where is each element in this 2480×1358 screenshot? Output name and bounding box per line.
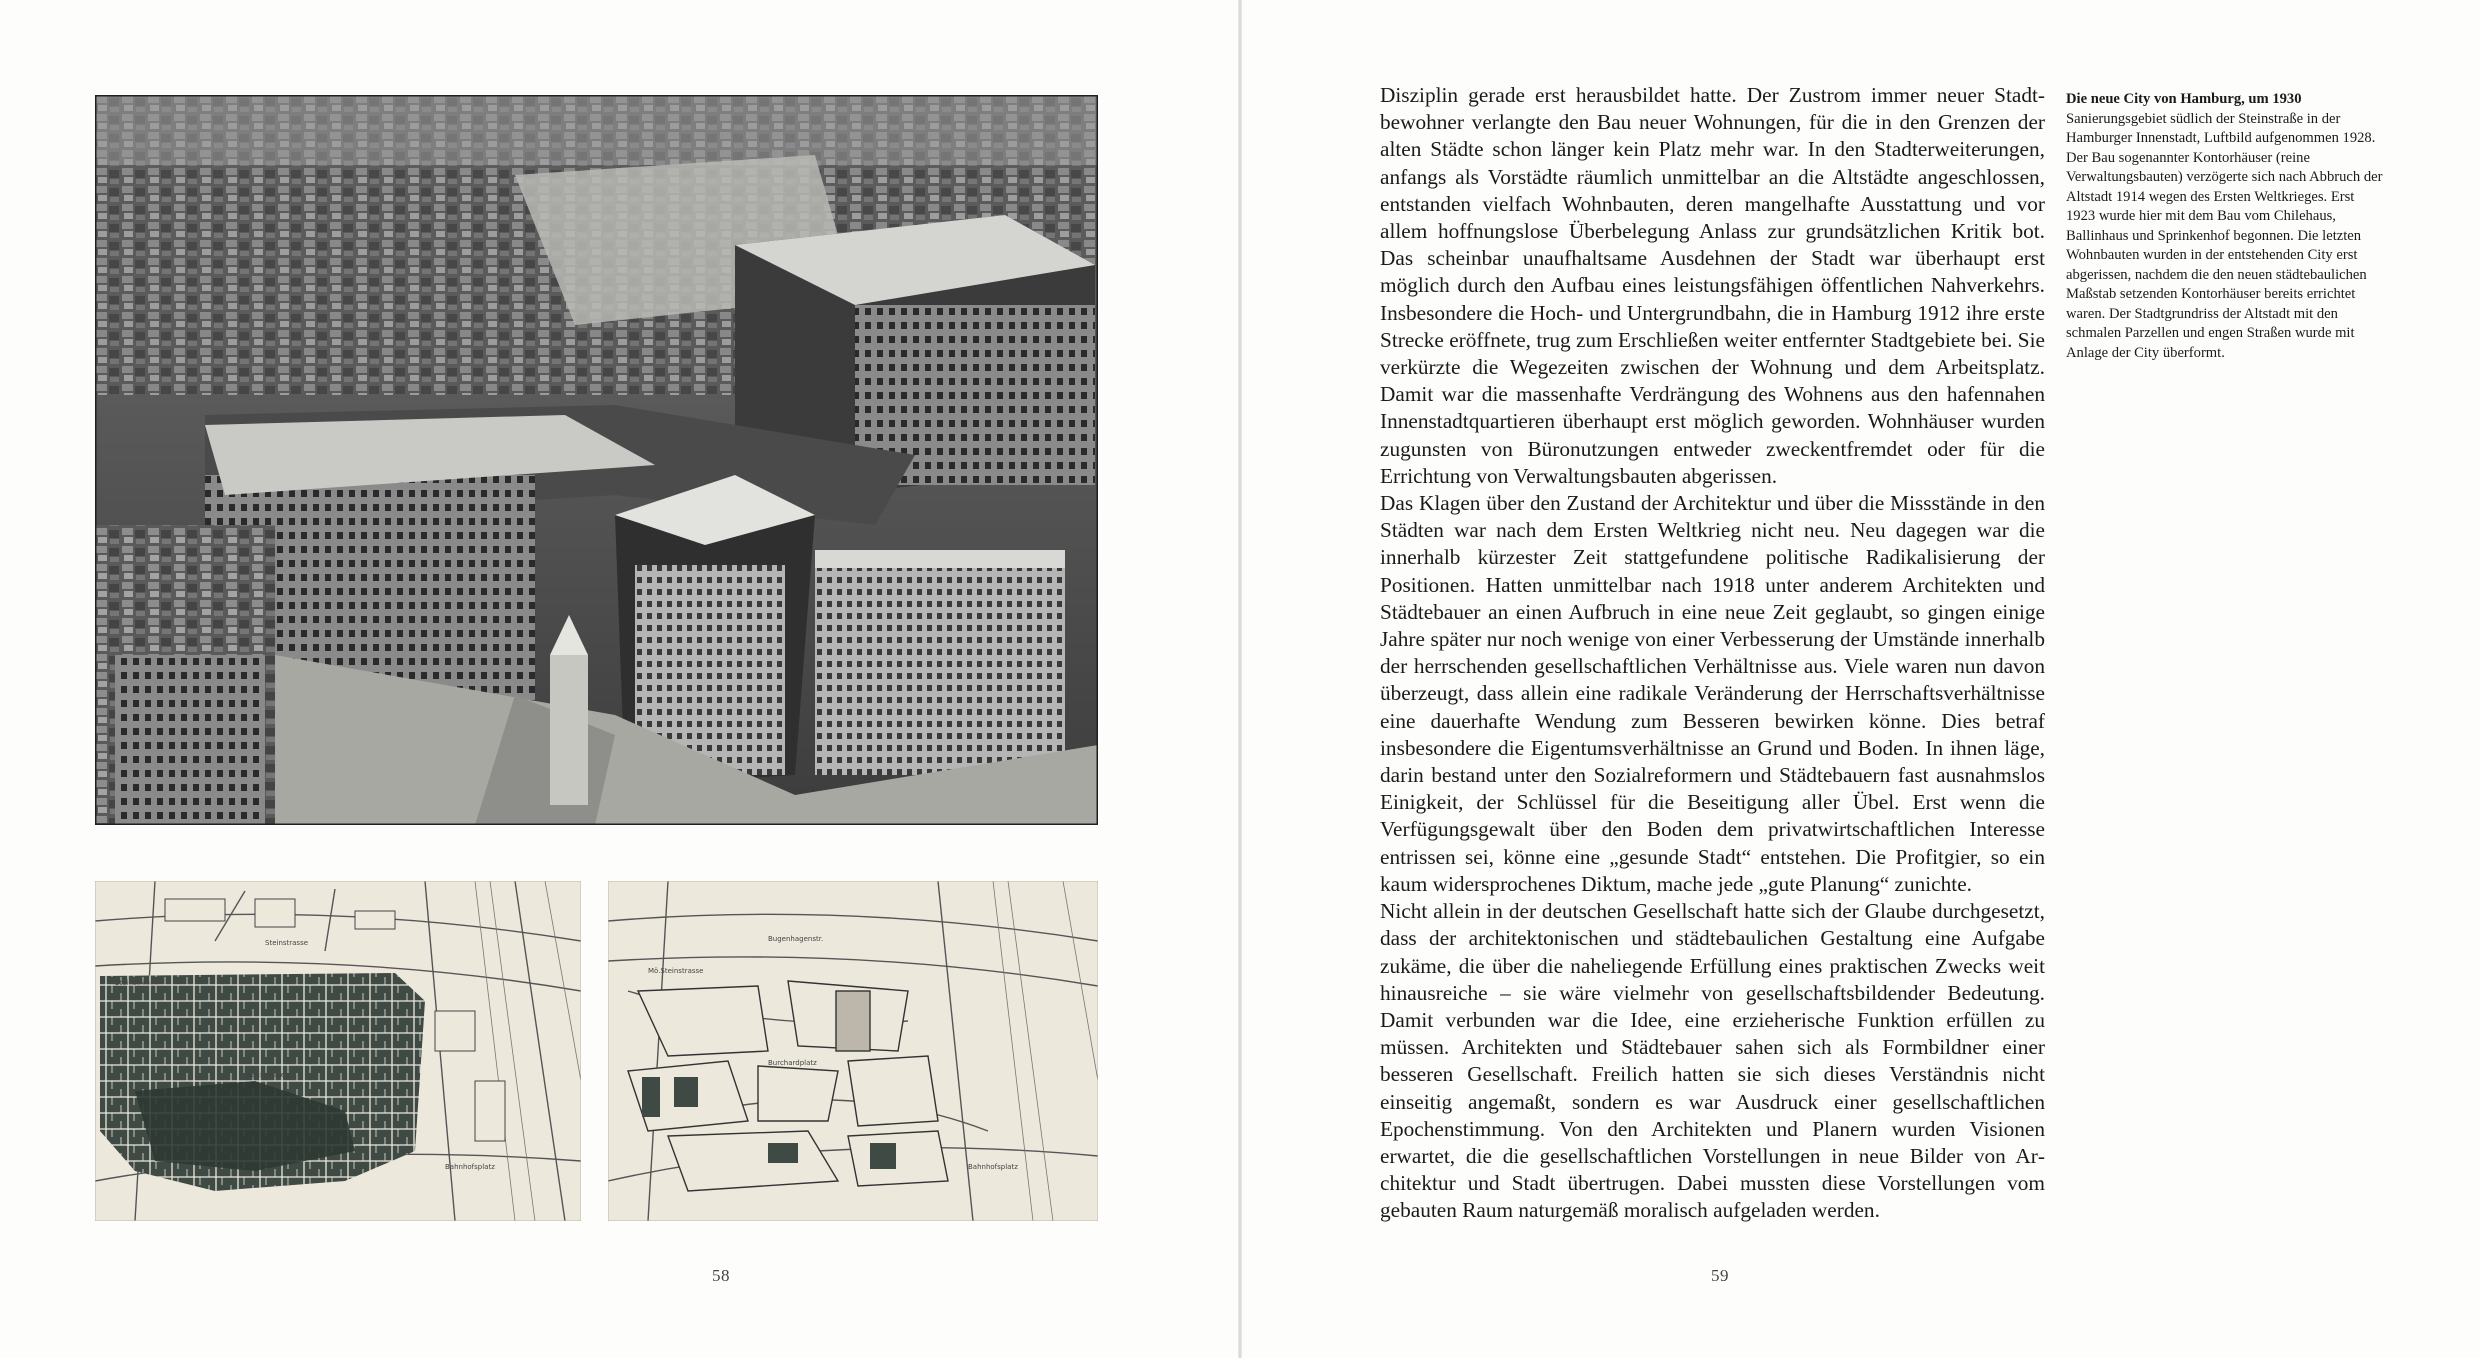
paragraph: Disziplin gerade erst herausbildet hatte. Der Zustrom immer neuer Stadtbewohner verlangte den Bau neuer Wohnungen, für die in den Grenzen der alten Städte schon länger kein Platz mehr war. In den Stadterweiterungen, anfangs als Vorstädte räumlich unmittelbar an die Altstädte angeschlossen, entstanden vielfach Wohnbauten, deren mangelhafte Ausstattung und vor allem hoffnungslose Überbelegung Anlass zur grundsätzlichen Kritik bot. Das scheinbar unaufhaltsame Ausdehnen der Stadt war überhaupt erst möglich durch den Aufbau eines leistungsfähigen öffentlichen Nahverkehrs. Insbesondere die Hoch- und Untergrundbahn, die in Hamburg 1912 ihre erste Strecke eröffnete, trug zum Erschließen weiter entfernter Stadtgebiete bei. Sie verkürzte die Wegezeiten zwischen der Wohnung und dem Arbeitsplatz. Damit war die massenhafte Verdrängung des Wohnens aus den hafennahen Innenstadtquartieren überhaupt erst möglich geworden. Wohnhäuser wurden zugunsten von Büronutzungen entweder zweckentfremdet oder für die Errichtung von Verwaltungsbauten abgerissen. [1380, 83, 2045, 488]
paragraph: Nicht allein in der deutschen Gesellschaft hatte sich der Glaube durchgesetzt, dass der architektonischen und städtebaulichen Gestaltung eine Aufgabe zukäme, die über die naheliegende Erfüllung eines praktischen Zwecks weit hinausreiche – sie wäre vielmehr von gesellschaftsbildender Bedeutung. Damit verbunden war die Idee, eine erzieherische Funktion erfüllen zu müssen. Architekten und Städtebauer sahen sich als Formbildner einer besseren Gesellschaft. Freilich hatten sie sich dieses Verständnis nicht einseitig angemaßt, sondern es war Ausdruck einer gesellschaftlichen Epochenstimmung. Von den Architekten und Planern wurden Visionen erwartet, die die gesellschaftlichen Vorstellungen in neue Bilder von Architektur und Stadt übertrugen. Dabei mussten diese Vorstellungen vom gebauten Raum naturgemäß moralisch aufgeladen werden. [1380, 899, 2045, 1223]
paragraph: Das Klagen über den Zustand der Architektur und über die Missstände in den Städten war nach dem Ersten Weltkrieg nicht neu. Neu dagegen war die innerhalb kürzester Zeit stattgefundene politische Radikalisierung der Positionen. Hatten unmittelbar nach 1918 unter anderem Architekten und Städtebauer an einen Aufbruch in eine neue Zeit geglaubt, so gingen einige Jahre später nur noch wenige von einer Verbesserung der Umstände innerhalb der herrschenden gesellschaftlichen Verhältnisse aus. Viele waren nun davon überzeugt, dass allein eine radikale Veränderung der Herrschaftsverhältnisse eine dauerhafte Wendung zum Besseren bewirken könne. Dies betraf insbesondere die Eigentumsverhältnisse an Grund und Boden. In ihnen läge, darin bestand unter den Sozialreformern und Städtebauern fast ausnahmslos Einigkeit, der Schlüssel für die Beseitigung aller Übel. Erst wenn die Verfügungsgewalt über den Boden dem privatwirtschaftlichen Interesse entrissen sei, könne eine „gesunde Stadt“ entstehen. Die Profitgier, so ein kaum widersprochenes Diktum, mache jede „gute Planung“ zunichte. [1380, 491, 2045, 896]
svg-text:Burchardplatz: Burchardplatz [768, 1059, 817, 1067]
left-page [0, 0, 1238, 1358]
svg-text:Mö.Steinstrasse: Mö.Steinstrasse [648, 967, 704, 975]
city-map-before [95, 881, 581, 1221]
aerial-photo [95, 95, 1098, 825]
page-number-left: 58 [712, 1266, 730, 1285]
svg-text:Wexstrasse: Wexstrasse [245, 1071, 285, 1079]
page-number-right: 59 [1711, 1266, 1729, 1285]
svg-text:Bugenhagenstr.: Bugenhagenstr. [768, 935, 824, 943]
svg-text:Bahnhofsplatz: Bahnhofsplatz [968, 1163, 1018, 1171]
caption-title: Die neue City von Hamburg, um 1930 [2066, 91, 2302, 107]
body-text [1380, 82, 2045, 1225]
svg-text:Steinstrasse: Steinstrasse [114, 978, 159, 987]
city-map-after [608, 881, 1098, 1221]
svg-text:Bahnhofsplatz: Bahnhofsplatz [445, 1163, 495, 1171]
figure-caption [2066, 90, 2386, 363]
caption-text: Sanierungsgebiet südlich der Steinstraße in der Hamburger Innenstadt, Luftbild aufgenommen 1928. Der Bau sogenannter Kontorhäuser (reine Verwaltungsbauten) verzögerte sich nach Abbruch der Altstadt 1914 wegen des Ersten Weltkrieges. Erst 1923 wurde hier mit dem Bau vom Chilehaus, Ballinhaus und Sprinkenhof begonnen. Die letzten Wohnbauten wurden in der entstehenden City erst abgerissen, nachdem die den neuen städtebaulichen Maßstab setzenden Kontorhäuser bereits errichtet waren. Der Stadtgrundriss der Altstadt mit den schmalen Parzellen und engen Straßen wurde mit Anlage der City überformt. [2066, 110, 2383, 361]
svg-text:Steinstrasse: Steinstrasse [265, 939, 309, 947]
